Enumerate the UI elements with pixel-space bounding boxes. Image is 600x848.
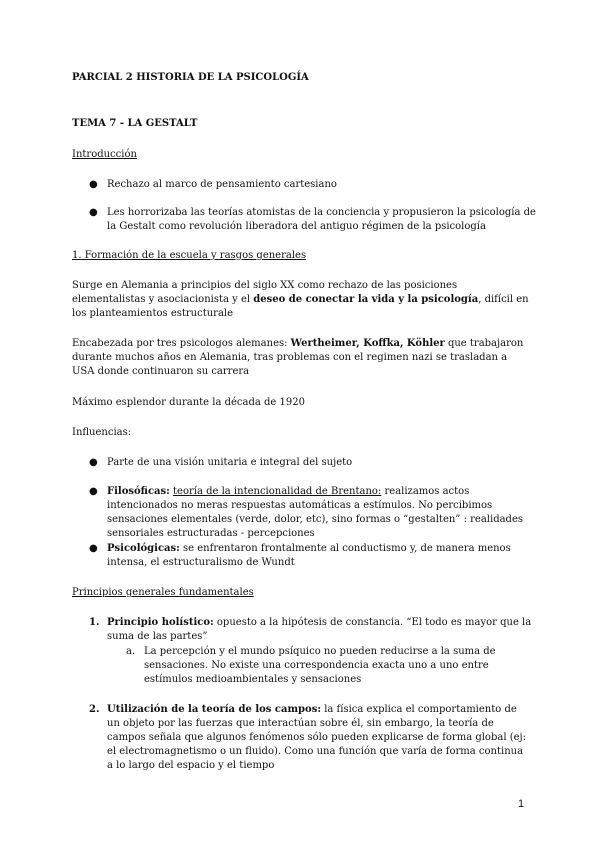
principio-1-text: opuesto a la hipótesis de constancia. “El todo es mayor que la suma de las partes” xyxy=(107,617,532,642)
principio-1-sub-text: La percepción y el mundo psíquico no pueden reducirse a la suma de sensaciones. No existe una correspondencia exacta uno a uno entre estímulos medioambientales y sensaciones xyxy=(144,646,496,685)
intro-bullet-2: Les horrorizaba las teorías atomistas de la conciencia y propusieron la psicología de la Gestalt como revolución liberadora del antiguo régimen de la psicología xyxy=(107,207,536,232)
principio-1-sub-marker: a. xyxy=(126,646,136,657)
influencias-label: Influencias: xyxy=(72,427,132,438)
section1-paragraph-1 xyxy=(72,279,532,321)
principios-heading: Principios generales fundamentales xyxy=(72,587,254,598)
principio-2-number: 2. xyxy=(89,704,100,715)
intro-bullet-1: Rechazo al marco de pensamiento cartesiano xyxy=(107,179,337,190)
brentano-link-text: teoría de la intencionalidad de Brentano: xyxy=(173,486,382,497)
intro-heading: Introducción xyxy=(72,149,137,160)
principio-1 xyxy=(107,616,532,644)
document-title: PARCIAL 2 HISTORIA DE LA PSICOLOGÍA xyxy=(72,72,309,83)
psicologicas-text: se enfrentaron frontalmente al conductismo y, de manera menos intensa, el estructuralismo de Wundt xyxy=(107,543,511,568)
section1-paragraph-3: Máximo esplendor durante la década de 1920 xyxy=(72,397,305,408)
bullet-icon: ● xyxy=(89,179,98,190)
section1-heading: 1. Formación de la escuela y rasgos generales xyxy=(72,250,307,261)
p2-bold: Wertheimer, Koffka, Köhler xyxy=(290,338,445,349)
influencia-1: Parte de una visión unitaria e integral del sujeto xyxy=(107,457,353,468)
tema-heading: TEMA 7 - LA GESTALT xyxy=(72,118,198,129)
bullet-icon: ● xyxy=(89,543,98,554)
principio-1-label: Principio holístico: xyxy=(107,617,214,628)
principio-2-label: Utilización de la teoría de los campos: xyxy=(107,704,322,715)
page-number: 1 xyxy=(518,798,525,810)
filosoficas-text: realizamos actos intencionados no meras respuestas automáticas a estímulos. No percibimos sensaciones elementales (verde, dolor, etc), sino formas o “gestalten” : realidades sensoriales estructuradas - percepciones xyxy=(107,486,524,539)
section1-paragraph-2 xyxy=(72,337,532,379)
p2-text-end: que trabajaron durante muchos años en Alemania, tras problemas con el regimen nazi se trasladan a USA donde continuaron su carrera xyxy=(72,338,524,377)
p1-text-end: , difícil en los planteamientos estructurale xyxy=(72,294,529,319)
p1-bold: deseo de conectar la vida y la psicología xyxy=(253,294,479,305)
principio-1-number: 1. xyxy=(89,617,100,628)
filosoficas-label: Filosóficas: xyxy=(107,486,170,497)
influencia-psicologicas xyxy=(107,542,537,570)
p1-text: Surge en Alemania a principios del siglo XX como rechazo de las posiciones elementalistas y asociacionista y el xyxy=(72,280,458,305)
bullet-icon: ● xyxy=(89,486,98,497)
p2-text: Encabezada por tres psicologos alemanes: xyxy=(72,338,291,349)
influencia-filosoficas xyxy=(107,485,537,541)
bullet-icon: ● xyxy=(89,457,98,468)
principio-2-text: la física explica el comportamiento de un objeto por las fuerzas que interactúan sobre él, sin embargo, la teoría de campos señala que algunos fenómenos sólo pueden explicarse de forma global (ej: el electromagnetismo o un fluido). Como una función que varía de forma continua a lo largo del espacio y el tiempo xyxy=(107,704,526,771)
psicologicas-label: Psicológicas: xyxy=(107,543,180,554)
bullet-icon: ● xyxy=(89,207,98,218)
principio-2 xyxy=(107,703,532,773)
